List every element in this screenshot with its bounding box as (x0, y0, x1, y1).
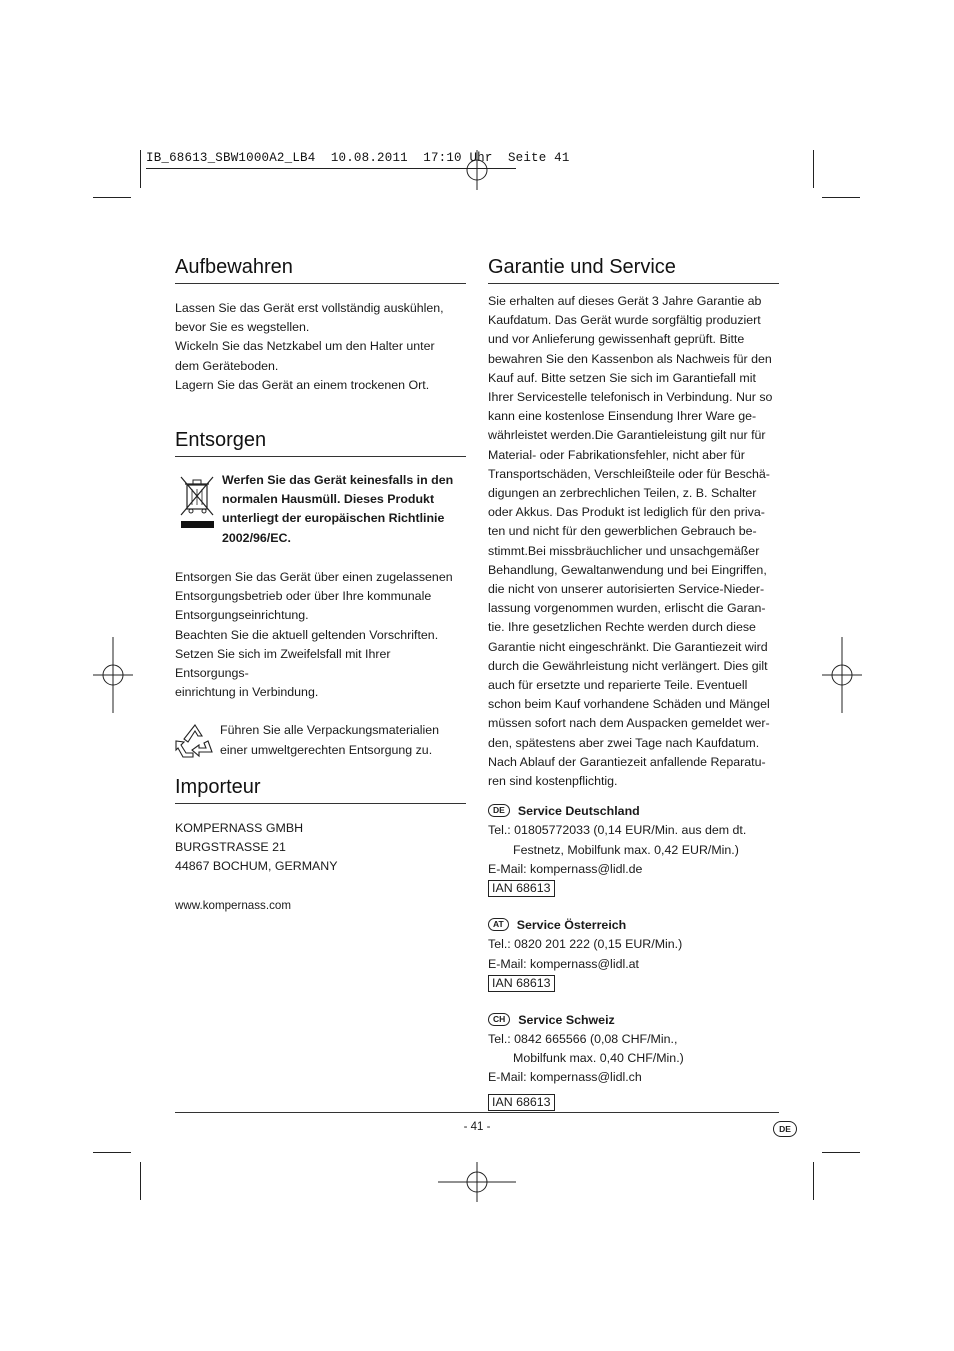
heading-rule (175, 283, 466, 284)
guarantee-line: lassung vorgenommen wurden, erlischt die Garan- (488, 601, 766, 616)
address-line: KOMPERNASS GMBH (175, 821, 304, 835)
guarantee-line: Behandlung, Gewaltanwendung und bei Eingriffen, (488, 562, 767, 577)
left-column (175, 255, 466, 912)
text-line: bevor Sie es wegstellen. (175, 320, 310, 335)
recycle-line: einer umweltgerechten Entsorgung zu. (220, 742, 433, 757)
service-ch-title: Service Schweiz (518, 1012, 615, 1027)
warning-line: 2002/96/EC. (222, 530, 291, 545)
service-heading (488, 1011, 779, 1030)
guarantee-line: währleistet werden.Die Garantieleistung gilt nur für (488, 428, 766, 443)
guarantee-line: digungen an zerbrechlichen Teilen, z. B. Schalter (488, 486, 757, 501)
guarantee-line: den, spätestens aber zwei Tage nach Kaufdatum. (488, 735, 760, 750)
website-link[interactable]: www.kompernass.com (175, 898, 291, 912)
guarantee-line: kann eine kostenlose Einsendung Ihrer Ware ge- (488, 409, 757, 424)
guarantee-line: Transportschäden, Verschleißteile oder für Beschä- (488, 466, 770, 481)
guarantee-line: Garantie nicht eingeschränkt. Die Garantiezeit wird (488, 639, 768, 654)
guarantee-line: stimmt.Bei missbräuchlicher und unsachgemäßer (488, 543, 760, 558)
ian-box: IAN 68613 (488, 975, 555, 992)
registration-mark-left-icon (93, 637, 133, 713)
ian-box: IAN 68613 (488, 1094, 555, 1111)
language-badge: DE (773, 1121, 797, 1137)
phone-line: Mobilfunk max. 0,40 CHF/Min.) (513, 1051, 684, 1066)
guarantee-line: Material- oder Fabrikationsfehler, nicht aber für (488, 447, 745, 462)
service-de-title: Service Deutschland (517, 804, 640, 819)
guarantee-line: bewahren Sie den Kassenbon als Nachweis für den (488, 351, 772, 366)
service-ch (488, 1011, 779, 1111)
text-line: dem Geräteboden. (175, 358, 279, 373)
ian-box: IAN 68613 (488, 880, 555, 897)
recycling-icon (175, 721, 215, 761)
phone-line: Festnetz, Mobilfunk max. 0,42 EUR/Min.) (513, 842, 739, 857)
section-importeur (175, 775, 466, 915)
phone-line: Tel.: 01805772033 (0,14 EUR/Min. aus dem dt. (488, 823, 747, 838)
guarantee-line: Nach Ablauf der Garantiezeit anfallende Reparatu- (488, 754, 766, 769)
right-column (488, 255, 779, 1111)
text-line: Wickeln Sie das Netzkabel um den Halter unter (175, 339, 435, 354)
heading-rule (175, 803, 466, 804)
guarantee-line: ren sind kostenpflichtig. (488, 774, 618, 789)
text-line: Entsorgungseinrichtung. (175, 608, 309, 623)
guarantee-line: auch für ersetzte und reparierte Teile. Eventuell (488, 678, 748, 693)
section-entsorgen (175, 428, 466, 763)
text-line: Beachten Sie die aktuell geltenden Vorschriften. (175, 627, 439, 642)
guarantee-line: ten und nicht für den gewerblichen Gebrauch be- (488, 524, 757, 539)
phone-line: Tel.: 0820 201 222 (0,15 EUR/Min.) (488, 937, 683, 952)
email-line[interactable]: E-Mail: kompernass@lidl.ch (488, 1070, 642, 1085)
service-heading (488, 802, 779, 821)
page-number: - 41 - (463, 1121, 491, 1133)
service-at-title: Service Österreich (516, 918, 627, 933)
service-heading (488, 916, 779, 935)
country-badge-at: AT (488, 918, 509, 931)
phone-line: Tel.: 0842 665566 (0,08 CHF/Min., (488, 1031, 678, 1046)
guarantee-line: schon beim Kauf vorhandene Schäden und Mängel (488, 697, 770, 712)
text-line: einrichtung in Verbindung. (175, 685, 319, 700)
service-at (488, 916, 779, 992)
guarantee-line: die nicht von unserer autorisierten Service-Nieder- (488, 582, 765, 597)
section-aufbewahren (175, 255, 466, 395)
guarantee-line: Kauf auf. Bitte setzen Sie sich im Garantiefall mit (488, 370, 756, 385)
address-line: BURGSTRASSE 21 (175, 840, 286, 855)
warning-line: Werfen Sie das Gerät keinesfalls in den (222, 473, 454, 487)
slug-rule (146, 168, 516, 169)
address-line: 44867 BOCHUM, GERMANY (175, 859, 338, 874)
registration-mark-right-icon (822, 637, 862, 713)
guarantee-line: Ihrer Servicestelle telefonisch in Verbindung. Nur so (488, 390, 773, 405)
text-line: Lagern Sie das Gerät an einem trockenen Ort. (175, 377, 430, 392)
text-line: Entsorgungsbetrieb oder über Ihre kommunale (175, 589, 432, 604)
guarantee-line: müssen sofort nach dem Auspacken gemeldet wer- (488, 716, 770, 731)
heading-rule (175, 456, 466, 457)
country-badge-de: DE (488, 804, 510, 817)
email-line[interactable]: E-Mail: kompernass@lidl.at (488, 956, 639, 971)
country-badge-ch: CH (488, 1013, 510, 1026)
guarantee-line: tie. Ihre gesetzlichen Rechte werden durch diese (488, 620, 756, 635)
footer-rule (175, 1112, 779, 1113)
heading-rule (488, 283, 779, 284)
guarantee-line: und vor Anlieferung gewissenhaft geprüft. Bitte (488, 332, 745, 347)
heading-importeur: Importeur (175, 776, 261, 798)
heading-entsorgen: Entsorgen (175, 429, 267, 451)
warning-line: normalen Hausmüll. Dieses Produkt (222, 492, 435, 507)
crossed-bin-icon (179, 475, 215, 531)
heading-aufbewahren: Aufbewahren (175, 256, 293, 278)
text-line: Entsorgen Sie das Gerät über einen zugelassenen (175, 570, 453, 584)
print-slug: IB_68613_SBW1000A2_LB4 10.08.2011 17:10 Uhr Seite 41 (146, 151, 570, 165)
text-line: Setzen Sie sich im Zweifelsfall mit Ihrer Entsorgungs- (175, 646, 391, 681)
guarantee-line: durch die Gewährleistung nicht verlängert. Dies gilt (488, 658, 768, 673)
heading-garantie: Garantie und Service (488, 256, 676, 278)
registration-mark-bottom-icon (438, 1162, 516, 1202)
warning-line: unterliegt der europäischen Richtlinie (222, 511, 445, 526)
email-line[interactable]: E-Mail: kompernass@lidl.de (488, 861, 643, 876)
guarantee-text (488, 292, 779, 791)
guarantee-line: Sie erhalten auf dieses Gerät 3 Jahre Garantie ab (488, 294, 762, 308)
service-de (488, 802, 779, 897)
guarantee-line: oder Akkus. Das Produkt ist lediglich für den priva- (488, 505, 765, 520)
recycle-line: Führen Sie alle Verpackungsmaterialien (220, 723, 440, 738)
guarantee-line: Kaufdatum. Das Gerät wurde sorgfältig produziert (488, 313, 761, 328)
text-line: Lassen Sie das Gerät erst vollständig auskühlen, (175, 301, 444, 315)
